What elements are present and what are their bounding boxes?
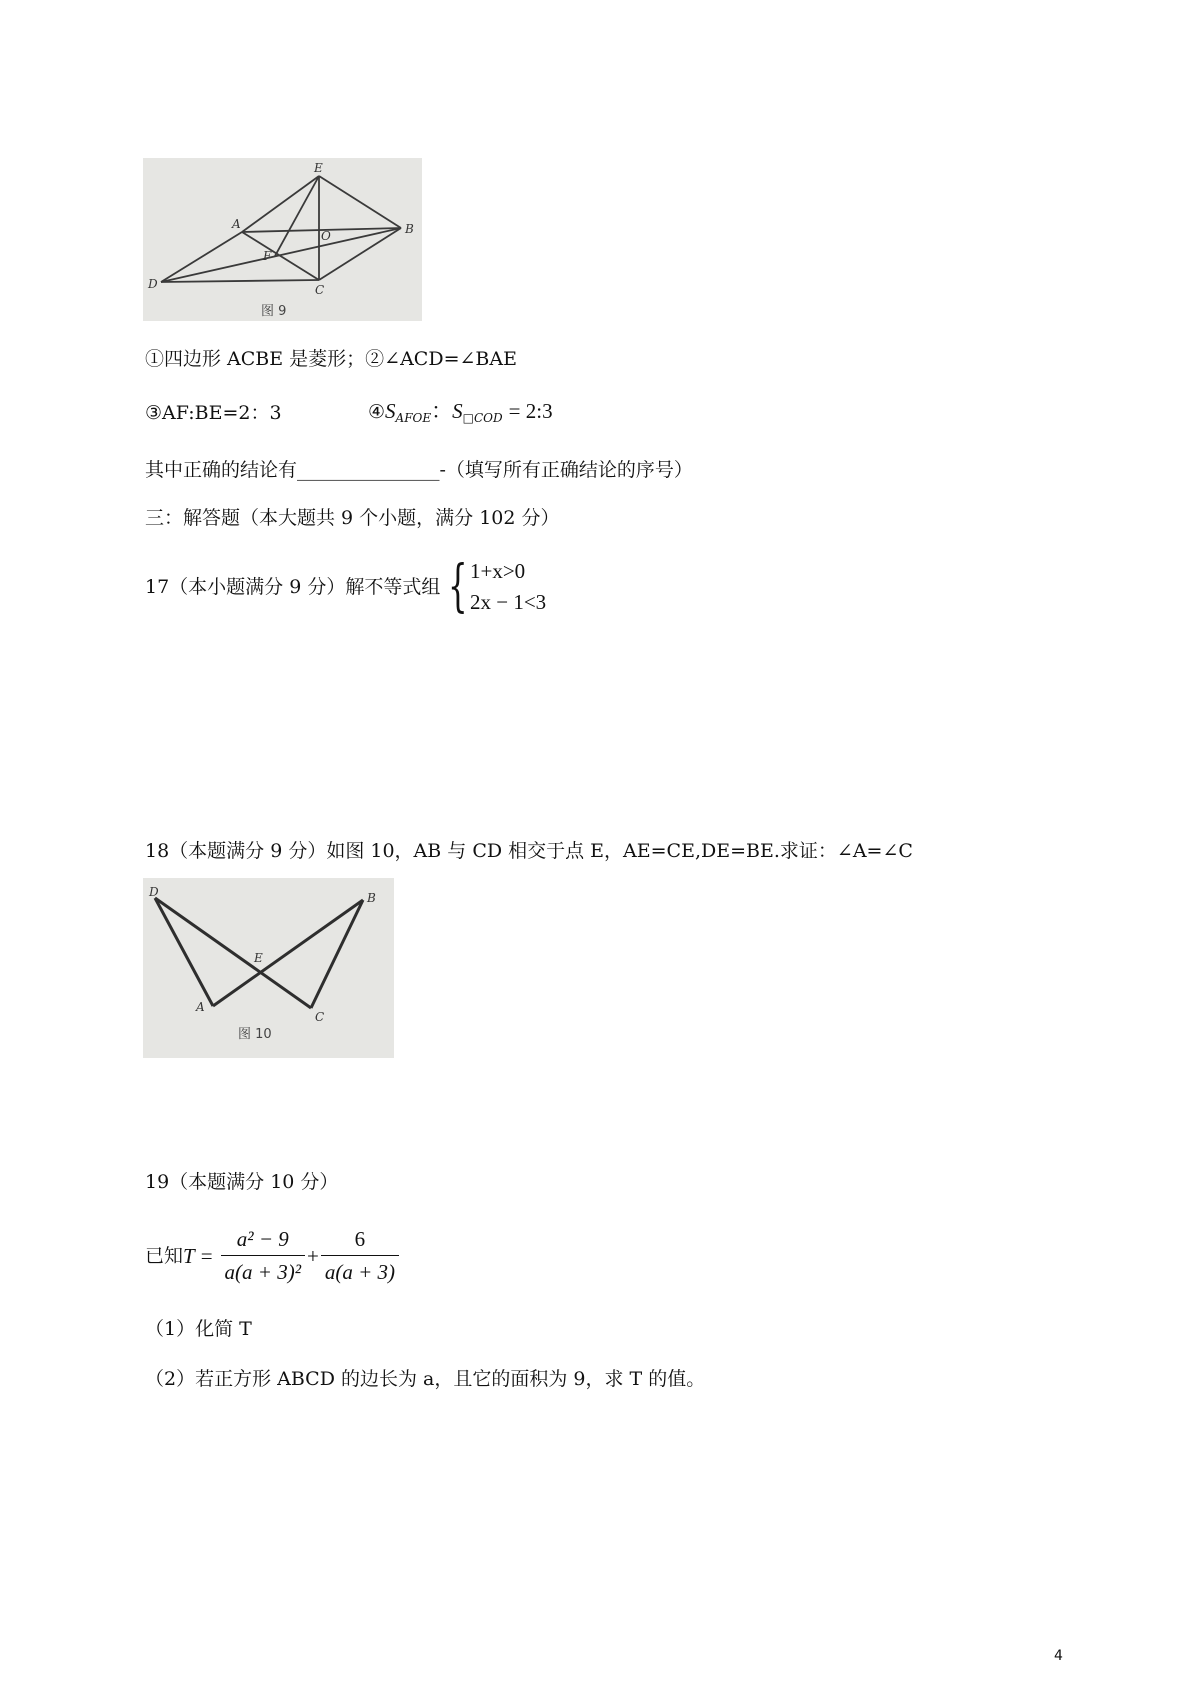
fraction-1-denominator: a(a + 3)² bbox=[224, 1260, 301, 1284]
fig10-label-E: E bbox=[254, 951, 263, 965]
question-19-title: 19（本题满分 10 分） bbox=[145, 1171, 339, 1193]
inequality-system bbox=[440, 556, 546, 618]
fig10-label-D: D bbox=[149, 885, 159, 899]
ratio-colon: ： bbox=[431, 399, 453, 423]
fig10-label-C: C bbox=[315, 1010, 325, 1024]
fig10-caption: 图 10 bbox=[238, 1027, 272, 1042]
figure-10-diagram bbox=[143, 878, 394, 1058]
fraction-1 bbox=[221, 1226, 305, 1285]
equals-sign: = bbox=[200, 1243, 213, 1268]
fig9-label-A: A bbox=[232, 217, 241, 231]
inequality-row-1: 1+x>0 bbox=[470, 559, 526, 583]
fig10-label-B: B bbox=[367, 891, 376, 905]
fig9-label-O: O bbox=[321, 229, 331, 243]
figure-9 bbox=[143, 158, 422, 321]
plus-sign: + bbox=[307, 1243, 319, 1268]
q16-statement-4 bbox=[368, 398, 553, 431]
area-symbol-2: S bbox=[452, 399, 463, 423]
area-subscript-2: □COD bbox=[462, 411, 503, 425]
area-symbol-1: S bbox=[385, 399, 396, 423]
area-subscript-1: AFOE bbox=[395, 411, 432, 425]
q19-part-1: （1）化简 T bbox=[145, 1318, 252, 1340]
fig9-label-B: B bbox=[405, 222, 414, 236]
section-3-title: 三：解答题（本大题共 9 个小题，满分 102 分） bbox=[145, 507, 560, 529]
fig9-label-D: D bbox=[148, 277, 158, 291]
q16-fill-prompt: 其中正确的结论有_______________-（填写所有正确结论的序号） bbox=[145, 459, 693, 481]
inequality-row-2: 2x − 1<3 bbox=[470, 590, 547, 614]
figure-9-diagram bbox=[143, 158, 422, 321]
inequality-rows bbox=[470, 556, 546, 618]
q19-given-expression bbox=[145, 1226, 401, 1285]
figure-10 bbox=[143, 878, 394, 1058]
fraction-2-numerator: 6 bbox=[321, 1226, 399, 1256]
fraction-2 bbox=[321, 1226, 399, 1285]
fig9-label-E: E bbox=[314, 161, 323, 175]
q16-statement-1-2: ①四边形 ACBE 是菱形；②∠ACD=∠BAE bbox=[145, 348, 517, 370]
page-number: 4 bbox=[1054, 1648, 1063, 1664]
fig9-label-F: F bbox=[263, 249, 272, 263]
fraction-2-denominator: a(a + 3) bbox=[324, 1260, 396, 1284]
ratio-value: = 2:3 bbox=[508, 399, 553, 423]
left-brace: { bbox=[448, 554, 468, 619]
q16-statement-3: ③AF:BE=2：3 bbox=[145, 402, 282, 424]
q16-statement-4-prefix: ④ bbox=[368, 401, 386, 423]
q17-text: 17（本小题满分 9 分）解不等式组 bbox=[145, 576, 441, 598]
fig9-caption: 图 9 bbox=[261, 304, 287, 319]
fig10-label-A: A bbox=[196, 1000, 205, 1014]
q19-part-2: （2）若正方形 ABCD 的边长为 a，且它的面积为 9，求 T 的值。 bbox=[145, 1368, 706, 1390]
q19-given-prefix: 已知 bbox=[145, 1244, 184, 1267]
question-18: 18（本题满分 9 分）如图 10，AB 与 CD 相交于点 E，AE=CE,DE=BE.求证：∠A=∠C bbox=[145, 840, 913, 862]
question-17 bbox=[145, 556, 546, 618]
fraction-1-numerator: a² − 9 bbox=[221, 1226, 305, 1256]
fig9-label-C: C bbox=[315, 283, 325, 297]
t-symbol: T bbox=[183, 1243, 195, 1268]
